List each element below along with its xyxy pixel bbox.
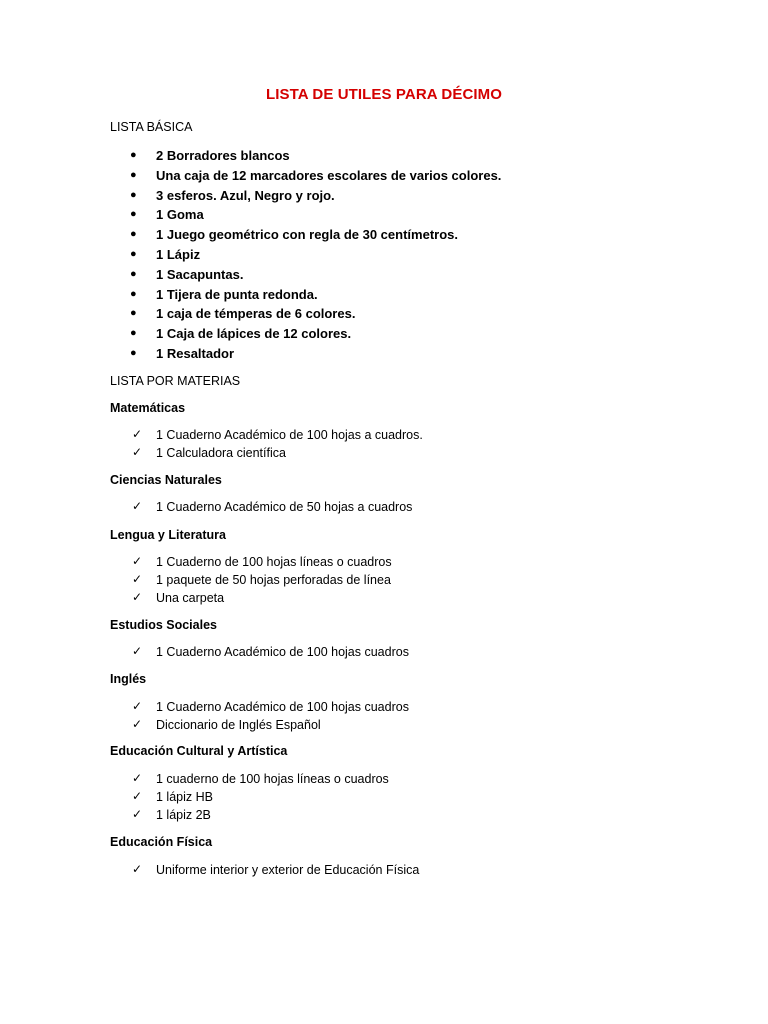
bullet-icon: ●: [130, 327, 137, 340]
checkmark-icon: ✓: [132, 590, 143, 604]
subject-heading-lengua-literatura: Lengua y Literatura: [110, 528, 226, 542]
subject-heading-ciencias-naturales: Ciencias Naturales: [110, 473, 222, 487]
checkmark-icon: ✓: [132, 445, 143, 459]
checkmark-icon: ✓: [132, 427, 143, 441]
bullet-icon: ●: [130, 267, 137, 280]
subject-heading-ingles: Inglés: [110, 672, 147, 686]
bullet-icon: ●: [130, 188, 137, 201]
bullet-icon: ●: [130, 307, 137, 320]
basic-list-heading: LISTA BÁSICA: [110, 120, 193, 134]
bullet-icon: ●: [130, 168, 137, 181]
document-title: LISTA DE UTILES PARA DÉCIMO: [265, 86, 503, 103]
document-page: LISTA DE UTILES PARA DÉCIMO LISTA BÁSICA ● 2 Borradores blancos ● Una caja de 12 marcadores escolares de varios colores. ● 3 esferos. Azul, Negro y rojo. ● 1 Goma ● 1 Juego geométrico con regla de 30 centímetros. ● 1 Lápiz ● 1 Sacapuntas. ● 1 Tijera de punta redonda. ● 1 caja de témperas de 6 colores. ● 1 Caja de lápices de 12 colores. ● 1 Resaltador LISTA POR MATERIAS Matemáticas ✓ 1 Cuaderno Académico de 100 hojas a cuadros. ✓ 1 Calculadora científica Ciencias Naturales ✓ 1 Cuaderno Académico de 50 hojas a cuadros Lengua y Literatura ✓ 1 Cuaderno de 100 hojas líneas o cuadros ✓ 1 paquete de 50 hojas perforadas de línea ✓ Una carpeta Estudios Sociales ✓ 1 Cuaderno Académico de 100 hojas cuadros Inglés ✓ 1 Cuaderno Académico de 100 hojas cuadros ✓ Diccionario de Inglés Español Educación Cultural y Artística ✓ 1 cuaderno de 100 hojas líneas o cuadros ✓ 1 lápiz HB ✓ 1 lápiz 2B Educación Física ✓ Uniforme interior y exterior de Educación Física: [0, 0, 768, 1024]
bullet-icon: ●: [130, 287, 137, 300]
subject-heading-estudios-sociales: Estudios Sociales: [110, 618, 217, 632]
subject-heading-educacion-fisica: Educación Física: [110, 835, 213, 849]
checkmark-icon: ✓: [132, 644, 143, 658]
bullet-icon: ●: [130, 208, 137, 221]
checkmark-icon: ✓: [132, 572, 143, 586]
checkmark-icon: ✓: [132, 554, 143, 568]
bullet-icon: ●: [130, 247, 137, 260]
checkmark-icon: ✓: [132, 789, 143, 803]
checkmark-icon: ✓: [132, 499, 143, 513]
subject-list-heading: LISTA POR MATERIAS: [110, 374, 241, 388]
bullet-icon: ●: [130, 346, 137, 359]
bullet-icon: ●: [130, 228, 137, 241]
subject-heading-matematicas: Matemáticas: [110, 401, 186, 415]
checkmark-icon: ✓: [132, 807, 143, 821]
subject-heading-educacion-cultural-artistica: Educación Cultural y Artística: [110, 744, 288, 758]
checkmark-icon: ✓: [132, 862, 143, 876]
bullet-icon: ●: [130, 149, 137, 161]
checkmark-icon: ✓: [132, 771, 143, 785]
checkmark-icon: ✓: [132, 699, 143, 713]
checkmark-icon: ✓: [132, 717, 143, 731]
